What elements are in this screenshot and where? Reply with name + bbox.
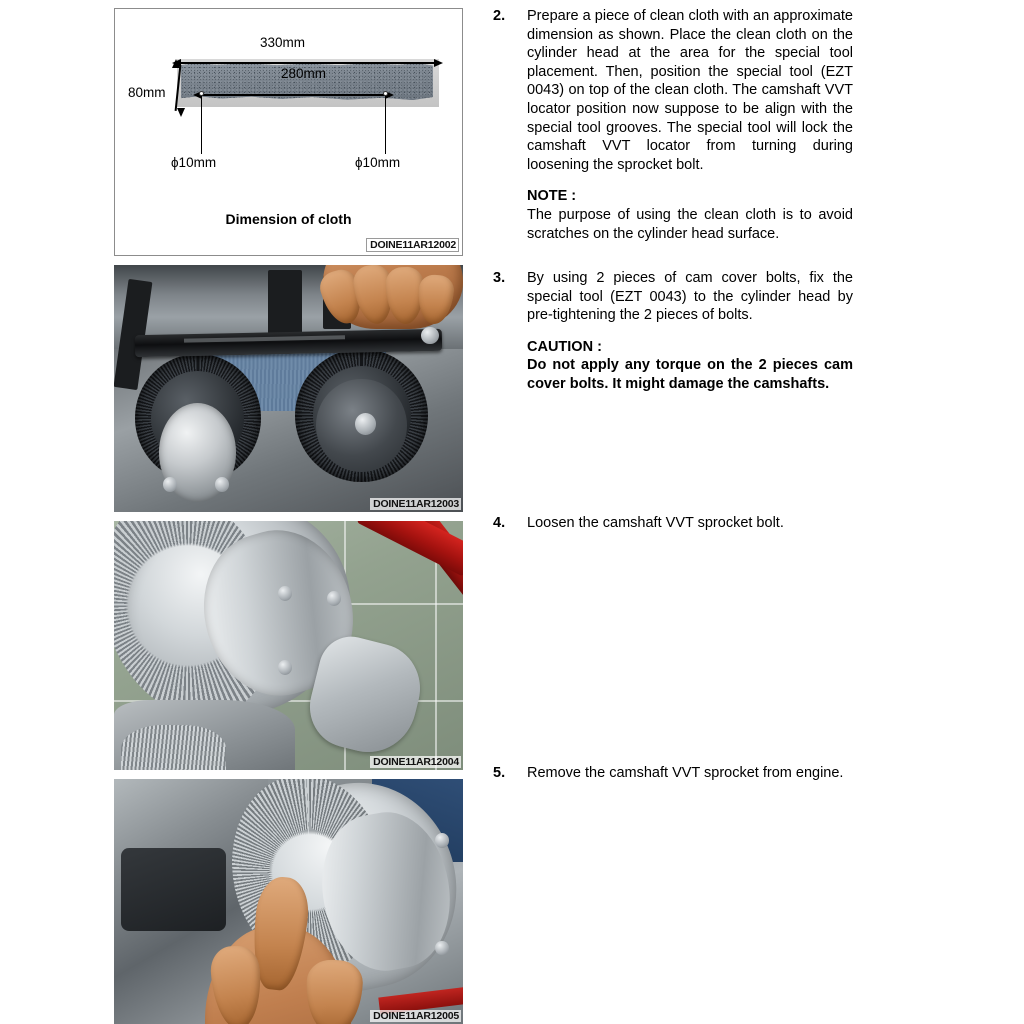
- collar-bolt-1: [435, 833, 449, 848]
- dim-line-280mm: [201, 94, 385, 96]
- figure-caption: DOINE11AR12004: [370, 756, 461, 768]
- caution-title: CAUTION :: [527, 338, 602, 355]
- figure-loosen-sprocket-bolt: [114, 521, 463, 770]
- step-5-body: [527, 764, 853, 783]
- hole-marker-right: [383, 91, 388, 96]
- step-3: [493, 269, 853, 394]
- figure-special-tool-fitted: [114, 265, 463, 512]
- label-length-280mm: 280mm: [281, 66, 327, 81]
- dim-line-330mm: [180, 62, 434, 64]
- caution-text: Do not apply any torque on the 2 pieces cam cover bolts. It might damage the camshafts.: [527, 357, 853, 392]
- crank-pulley: [121, 725, 226, 770]
- hub-bolt-left-1: [163, 477, 177, 492]
- photo-special-tool-fitted: [114, 265, 463, 512]
- figure-column: [114, 0, 464, 1024]
- step-3-caution: [527, 338, 853, 394]
- note-title: NOTE :: [527, 188, 577, 205]
- step-2: [493, 7, 853, 243]
- step-3-text: By using 2 pieces of cam cover bolts, fix the special tool (EZT 0043) to the cylinder head by pre-tightening the 2 pieces of bolts.: [527, 270, 853, 324]
- collar-bolt-1: [278, 586, 292, 601]
- step-2-note: [527, 187, 853, 243]
- step-2-number: 2.: [493, 8, 506, 24]
- figure-title-dimension-of-cloth: Dimension of cloth: [225, 211, 352, 227]
- label-width-80mm: 80mm: [128, 85, 166, 100]
- photo-remove-sprocket: [114, 779, 463, 1024]
- finger-2: [304, 959, 364, 1024]
- step-5: [493, 764, 853, 783]
- leader-line-right: [385, 96, 386, 154]
- step-2-body: [527, 7, 853, 243]
- step-2-text: Prepare a piece of clean cloth with an approximate dimension as shown. Place the clean cloth on the cylinder head at the area for the special tool placement. Then, position the special tool (EZT 0043) on top of the clean cloth. The camshaft VVT locator position now suppose to be align with the special tool grooves. The special tool will lock the camshaft VVT locator from turning during loosening the sprocket bolt.: [527, 8, 853, 173]
- leader-line-left: [201, 96, 202, 154]
- arrow-80mm-up: [172, 59, 180, 68]
- step-4-number: 4.: [493, 515, 506, 531]
- collar-bolt-3: [327, 591, 341, 606]
- label-hole-right: ϕ10mm: [355, 155, 401, 170]
- sprocket-bolt-right: [355, 413, 376, 435]
- engine-shadow-area: [121, 848, 226, 931]
- arrow-330mm-right: [434, 59, 443, 67]
- step-5-text: Remove the camshaft VVT sprocket from engine.: [527, 765, 844, 781]
- figure-caption: DOINE11AR12003: [370, 498, 461, 510]
- figure-caption: DOINE11AR12005: [370, 1010, 461, 1022]
- step-4-body: [527, 514, 853, 533]
- cam-cover-bolt: [421, 327, 438, 344]
- figure-caption: DOINE11AR12002: [366, 238, 459, 252]
- step-3-body: [527, 269, 853, 394]
- figure-dimension-of-cloth: [114, 8, 463, 256]
- cam-cover-slot: [268, 270, 303, 334]
- hole-marker-left: [199, 91, 204, 96]
- step-4-text: Loosen the camshaft VVT sprocket bolt.: [527, 515, 784, 531]
- cloth-drawing: [115, 9, 462, 255]
- note-text: The purpose of using the clean cloth is to avoid scratches on the cylinder head surface.: [527, 206, 853, 242]
- label-hole-left: ϕ10mm: [171, 155, 217, 170]
- arrow-80mm-down: [177, 108, 185, 117]
- step-5-number: 5.: [493, 765, 506, 781]
- step-4: [493, 514, 853, 533]
- label-length-330mm: 330mm: [260, 35, 306, 50]
- figure-remove-sprocket: [114, 779, 463, 1024]
- photo-loosen-sprocket-bolt: [114, 521, 463, 770]
- step-3-number: 3.: [493, 270, 506, 286]
